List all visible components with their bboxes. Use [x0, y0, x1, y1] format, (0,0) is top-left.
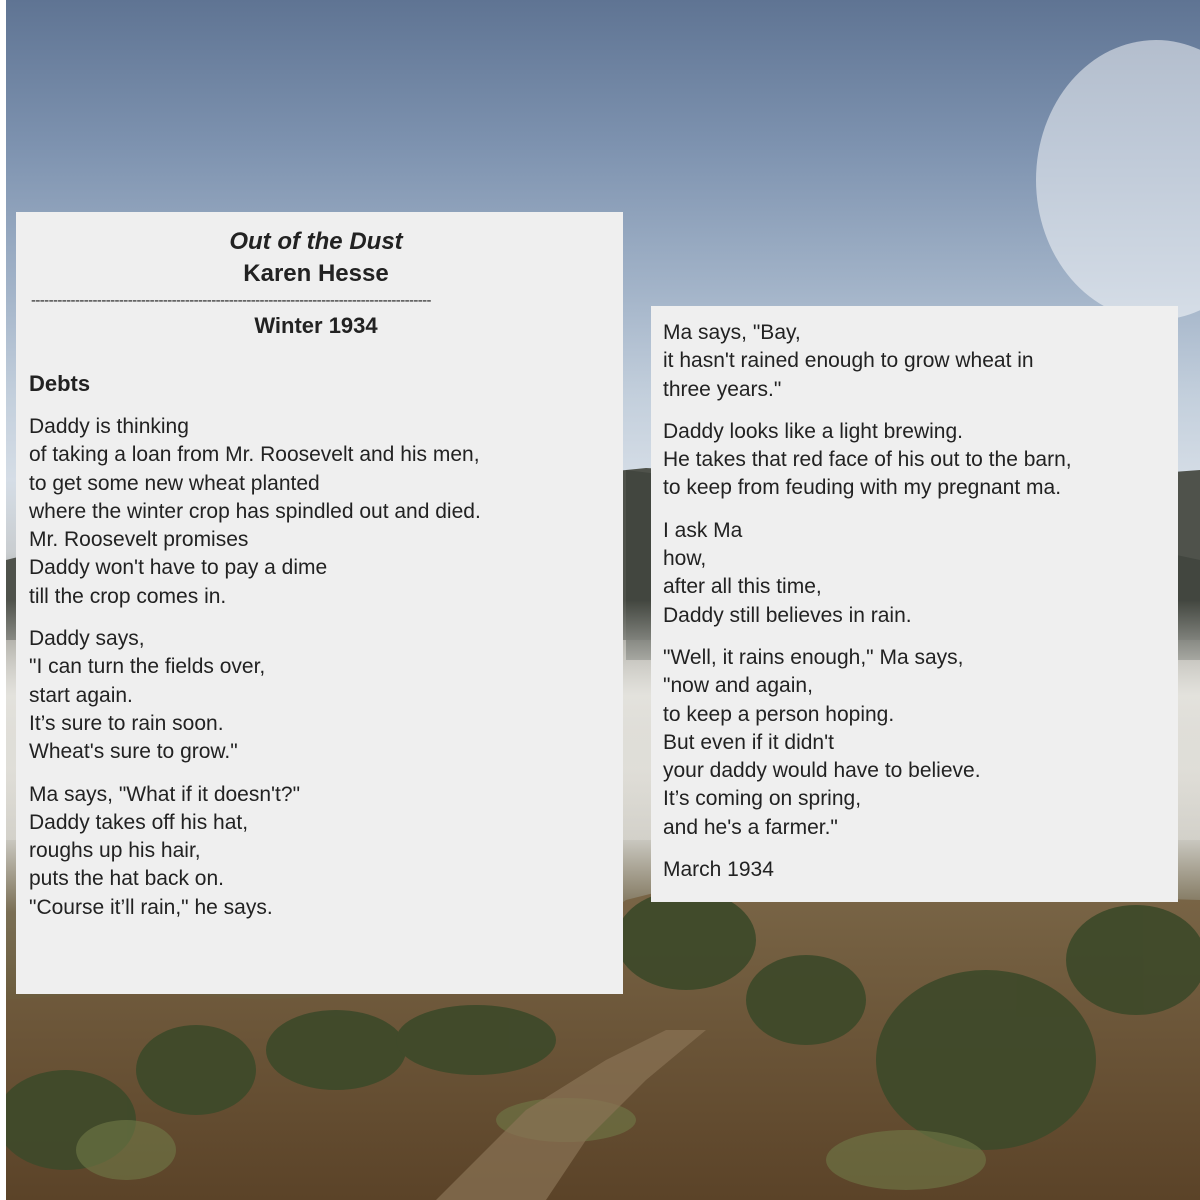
- poem-line: to keep from feuding with my pregnant ma.: [663, 476, 1062, 500]
- poem-line: He takes that red face of his out to the barn,: [663, 448, 1072, 472]
- poem-panel-right: [651, 306, 1178, 902]
- poem-line: puts the hat back on.: [29, 867, 224, 891]
- poem-line: "now and again,: [663, 674, 813, 698]
- poem-line: Daddy won't have to pay a dime: [29, 556, 328, 580]
- poem-line: Ma says, "Bay,: [663, 321, 801, 344]
- poem-line: Mr. Roosevelt promises: [29, 528, 249, 552]
- poem-line: It’s coming on spring,: [663, 787, 862, 811]
- divider-line: -------------------------------------------------------------------------------------------: [31, 294, 431, 308]
- poem-line: how,: [663, 547, 707, 571]
- poem-line: it hasn't rained enough to grow wheat in: [663, 349, 1034, 373]
- poem-line: three years.": [663, 377, 782, 401]
- poem-line: Daddy still believes in rain.: [663, 603, 912, 627]
- poem-line: Daddy looks like a light brewing.: [663, 419, 963, 443]
- poem-line: But even if it didn't: [663, 730, 834, 754]
- poem-line: Daddy is thinking: [29, 415, 189, 438]
- poem-line: "Course it’ll rain," he says.: [29, 895, 273, 919]
- poem-line: Ma says, "What if it doesn't?": [29, 782, 301, 806]
- stanza-4: [663, 319, 1162, 404]
- stanza-1: [29, 413, 603, 611]
- stanza-2: [29, 625, 603, 766]
- poem-line: till the crop comes in.: [29, 584, 227, 608]
- poem-line: "Well, it rains enough," Ma says,: [663, 645, 964, 669]
- stanza-6: [663, 517, 1162, 630]
- poem-line: where the winter crop has spindled out and died.: [29, 499, 481, 523]
- poem-line: Daddy takes off his hat,: [29, 810, 249, 834]
- poem-line: I ask Ma: [663, 518, 743, 542]
- poem-line: "I can turn the fields over,: [29, 655, 266, 679]
- poem-date: March 1934: [663, 858, 774, 882]
- poem-line: roughs up his hair,: [29, 839, 201, 863]
- poem-title: Debts: [29, 371, 91, 396]
- poem-line: to get some new wheat planted: [29, 471, 320, 495]
- poem-line: Wheat's sure to grow.": [29, 740, 238, 764]
- poem-line: after all this time,: [663, 575, 822, 599]
- stanza-3: [29, 781, 603, 922]
- poem-line: start again.: [29, 683, 133, 707]
- poem-line: your daddy would have to believe.: [663, 759, 981, 783]
- stanza-5: [663, 418, 1162, 503]
- book-title: Out of the Dust: [229, 228, 403, 255]
- poem-line: of taking a loan from Mr. Roosevelt and his men,: [29, 443, 480, 467]
- poem-panel-left: [16, 212, 623, 994]
- poem-line: and he's a farmer.": [663, 815, 838, 839]
- season-heading: Winter 1934: [254, 313, 378, 338]
- poem-line: It’s sure to rain soon.: [29, 711, 224, 735]
- poem-line: Daddy says,: [29, 627, 145, 651]
- poem-line: to keep a person hoping.: [663, 702, 895, 726]
- book-author: Karen Hesse: [243, 260, 389, 287]
- stanza-7: [663, 644, 1162, 842]
